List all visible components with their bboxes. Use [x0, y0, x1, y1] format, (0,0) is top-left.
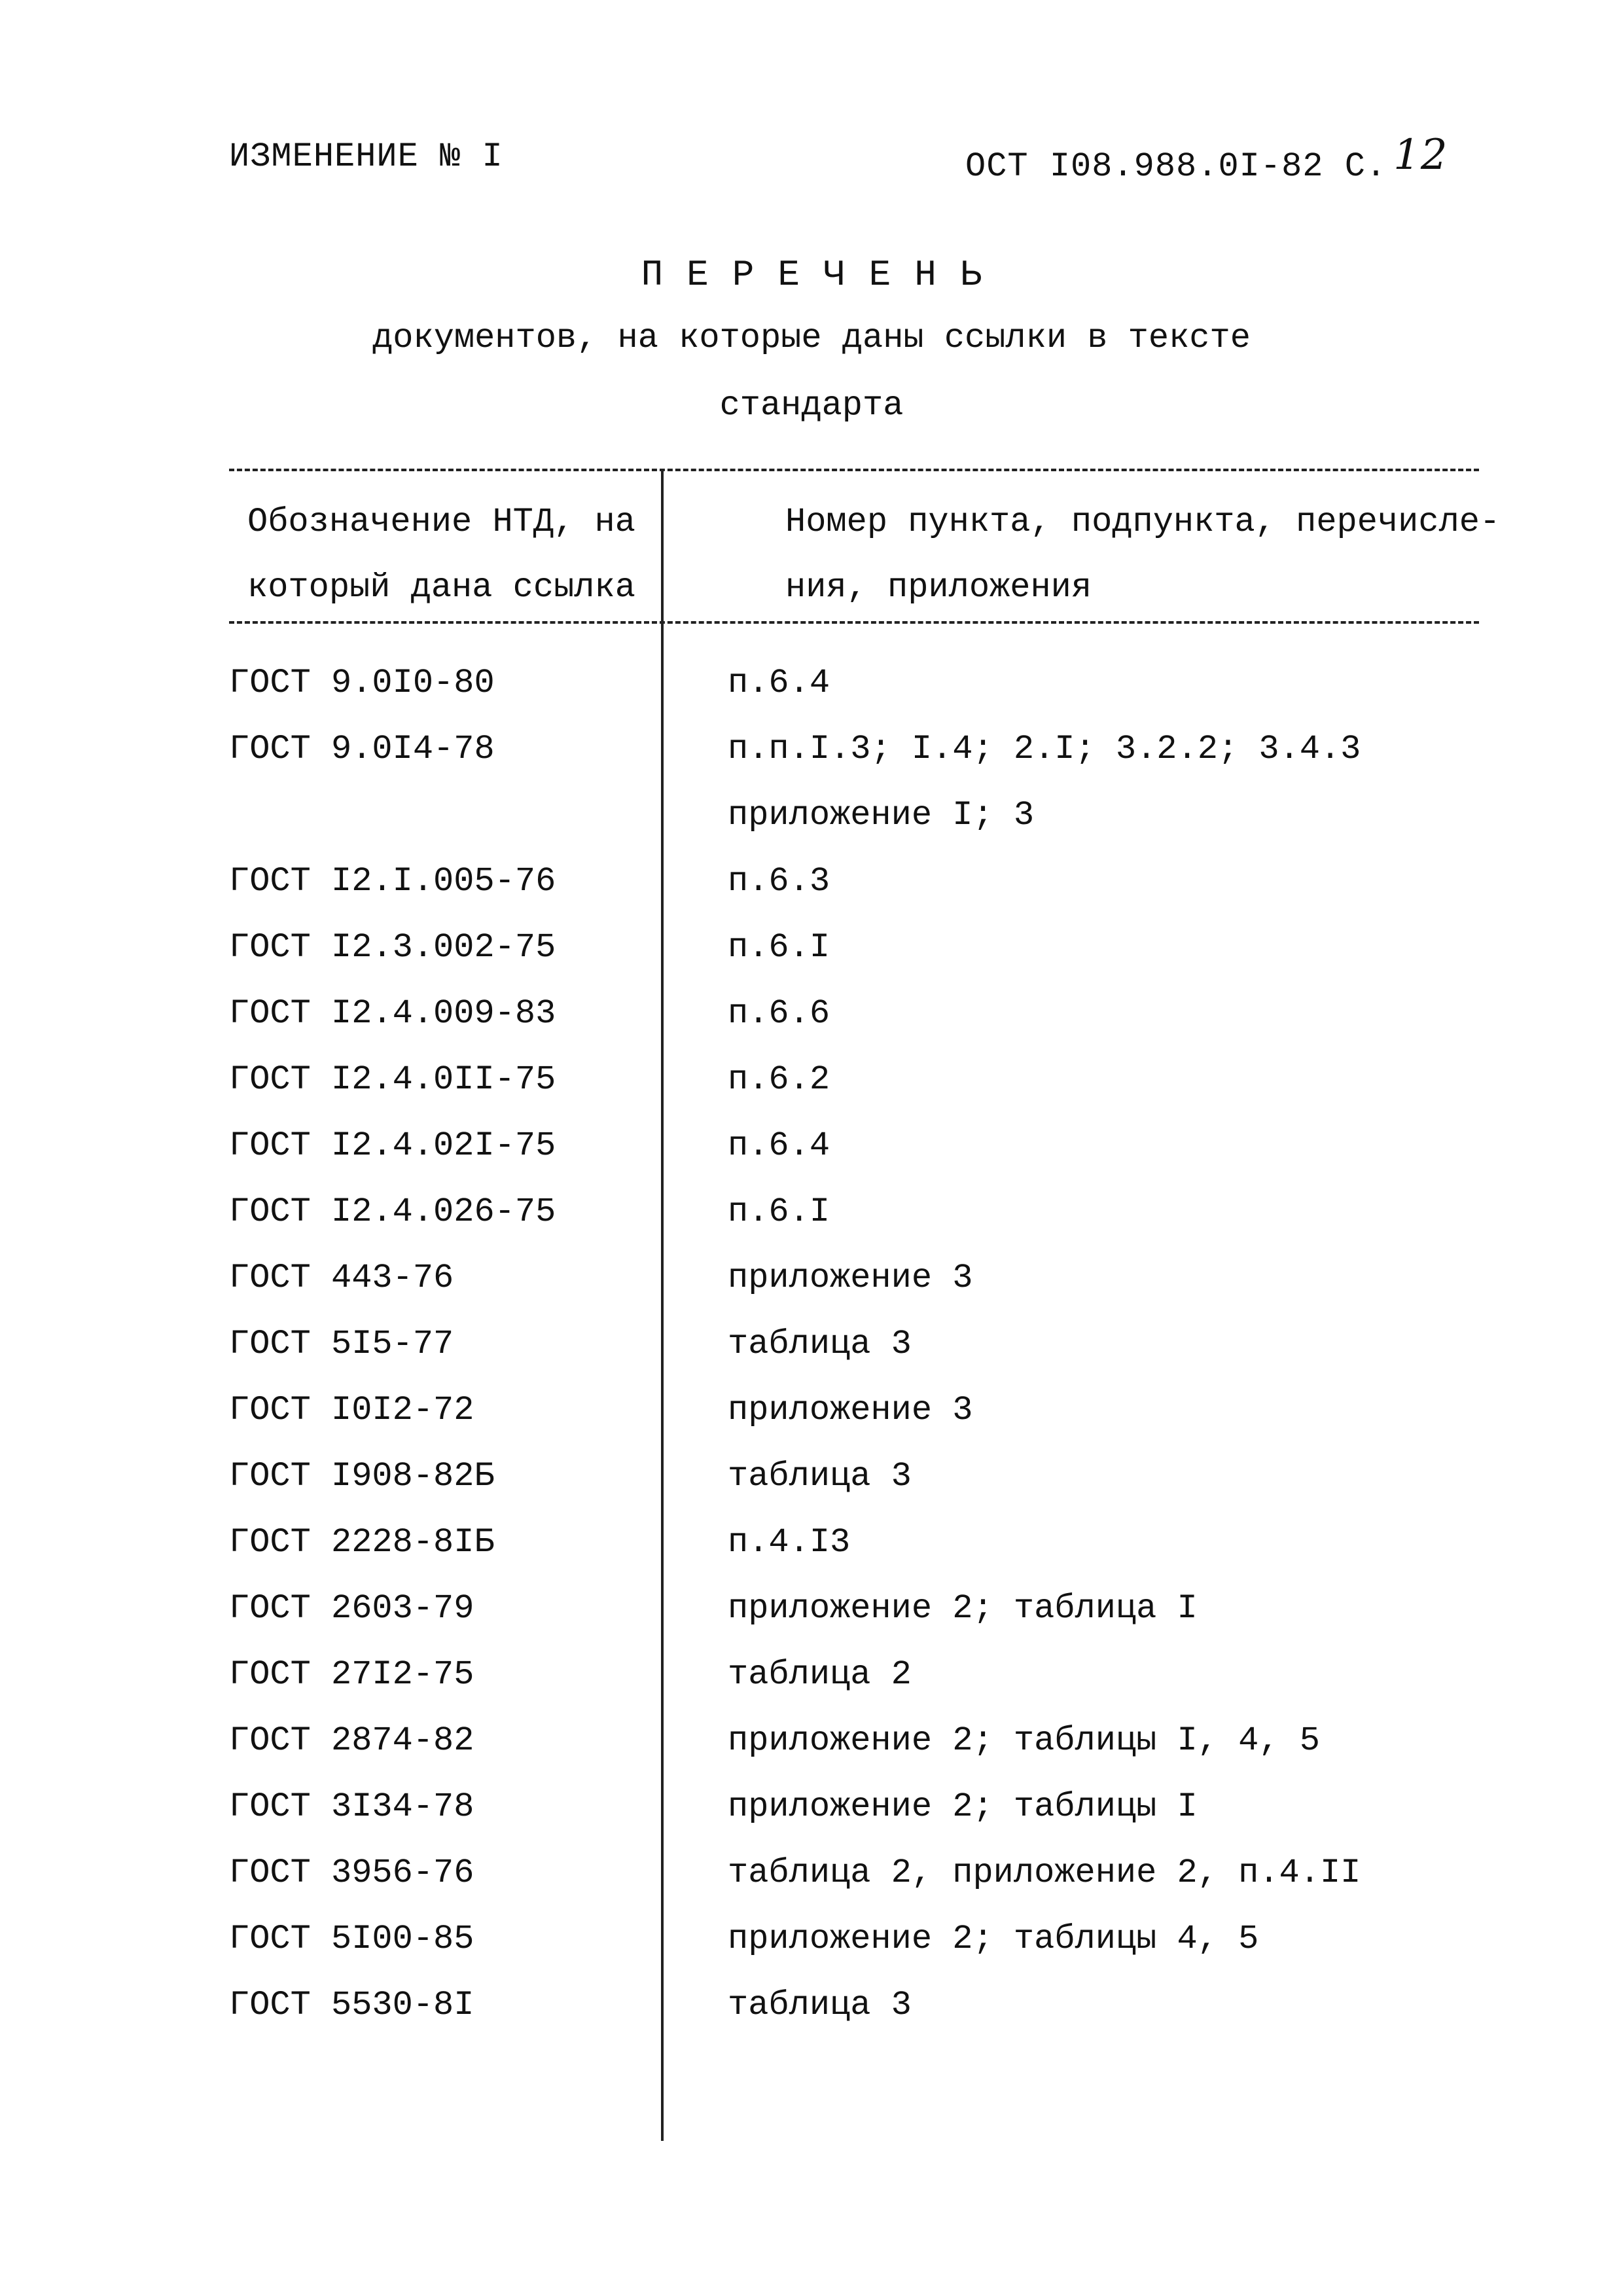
- document-code: ГОСТ I2.4.009-83: [229, 994, 556, 1033]
- table-row: [229, 1509, 1472, 1575]
- document-code: ГОСТ I2.I.005-76: [229, 862, 556, 901]
- table-row: [229, 1708, 1472, 1774]
- table-row: [229, 980, 1472, 1047]
- reference-location: п.6.2: [728, 1060, 830, 1099]
- reference-location: приложение 2; таблицы 4, 5: [728, 1920, 1259, 1958]
- table-row: [229, 650, 1472, 716]
- reference-location: приложение 2; таблицы I, 4, 5: [728, 1721, 1320, 1760]
- table-row: [229, 1906, 1472, 1972]
- table-row: [229, 1179, 1472, 1245]
- document-code: ГОСТ I2.4.02I-75: [229, 1126, 556, 1165]
- table-row: [229, 1774, 1472, 1840]
- document-code: ГОСТ I2.4.0II-75: [229, 1060, 556, 1099]
- table-row: [229, 1377, 1472, 1443]
- document-code: ГОСТ 27I2-75: [229, 1655, 474, 1694]
- reference-location: таблица 3: [728, 1457, 912, 1496]
- table-row: [229, 716, 1472, 848]
- document-code: ГОСТ 5530-8I: [229, 1986, 474, 2024]
- document-code: ГОСТ 5I00-85: [229, 1920, 474, 1958]
- header-standard-code: [965, 131, 1448, 186]
- reference-location: п.6.I: [728, 928, 830, 967]
- table-row: [229, 1047, 1472, 1113]
- table-row: [229, 1245, 1472, 1311]
- reference-location: приложение 3: [728, 1259, 973, 1297]
- reference-location: таблица 3: [728, 1986, 912, 2024]
- document-code: ГОСТ I0I2-72: [229, 1391, 474, 1429]
- table-row: [229, 1443, 1472, 1509]
- reference-location: п.6.I: [728, 1193, 830, 1231]
- table-row: [229, 1972, 1472, 2038]
- table-top-rule: [229, 469, 1479, 471]
- document-code: ГОСТ I2.3.002-75: [229, 928, 556, 967]
- reference-location: п.6.6: [728, 994, 830, 1033]
- header-change-number: ИЗМЕНЕНИЕ № I: [229, 137, 503, 176]
- reference-location: п.6.4: [728, 664, 830, 702]
- document-code: ГОСТ 2603-79: [229, 1589, 474, 1628]
- reference-location: приложение 3: [728, 1391, 973, 1429]
- table-row: [229, 848, 1472, 914]
- document-code: ГОСТ 9.0I4-78: [229, 730, 495, 768]
- reference-location: п.6.3: [728, 862, 830, 901]
- table-row: [229, 1840, 1472, 1906]
- column-header-reference: Номер пункта, подпункта, перечисле- ния, приложения: [785, 503, 1501, 607]
- document-code: ГОСТ 443-76: [229, 1259, 454, 1297]
- reference-table-body: [229, 650, 1472, 2038]
- page-number: 12: [1393, 131, 1448, 179]
- reference-location: п.п.I.3; I.4; 2.I; 3.2.2; 3.4.3 приложение I; 3: [728, 730, 1361, 834]
- document-code: ГОСТ 3956-76: [229, 1854, 474, 1892]
- table-row: [229, 1311, 1472, 1377]
- reference-location: таблица 2: [728, 1655, 912, 1694]
- reference-location: таблица 2, приложение 2, п.4.II: [728, 1854, 1361, 1892]
- table-row: [229, 1113, 1472, 1179]
- reference-location: приложение 2; таблица I: [728, 1589, 1198, 1628]
- document-code: ГОСТ 2228-8IБ: [229, 1523, 495, 1562]
- reference-location: п.6.4: [728, 1126, 830, 1165]
- reference-location: таблица 3: [728, 1325, 912, 1363]
- document-code: ГОСТ I908-82Б: [229, 1457, 495, 1496]
- document-code: ГОСТ 3I34-78: [229, 1787, 474, 1826]
- reference-location: п.4.I3: [728, 1523, 851, 1562]
- reference-location: приложение 2; таблицы I: [728, 1787, 1198, 1826]
- table-row: [229, 914, 1472, 980]
- table-header-rule: [229, 621, 1479, 624]
- document-code: ГОСТ 2874-82: [229, 1721, 474, 1760]
- document-code: ГОСТ 5I5-77: [229, 1325, 454, 1363]
- standard-code-text: ОСТ I08.988.0I-82 С.: [965, 147, 1387, 186]
- page-subtitle-line2: стандарта: [719, 386, 904, 425]
- table-row: [229, 1575, 1472, 1641]
- page-subtitle-line1: документов, на которые даны ссылки в тексте: [372, 319, 1251, 357]
- table-row: [229, 1641, 1472, 1708]
- page-title: ПЕРЕЧЕНЬ: [641, 254, 1006, 296]
- column-header-document: Обозначение НТД, на который дана ссылка: [247, 503, 635, 607]
- document-code: ГОСТ 9.0I0-80: [229, 664, 495, 702]
- document-code: ГОСТ I2.4.026-75: [229, 1193, 556, 1231]
